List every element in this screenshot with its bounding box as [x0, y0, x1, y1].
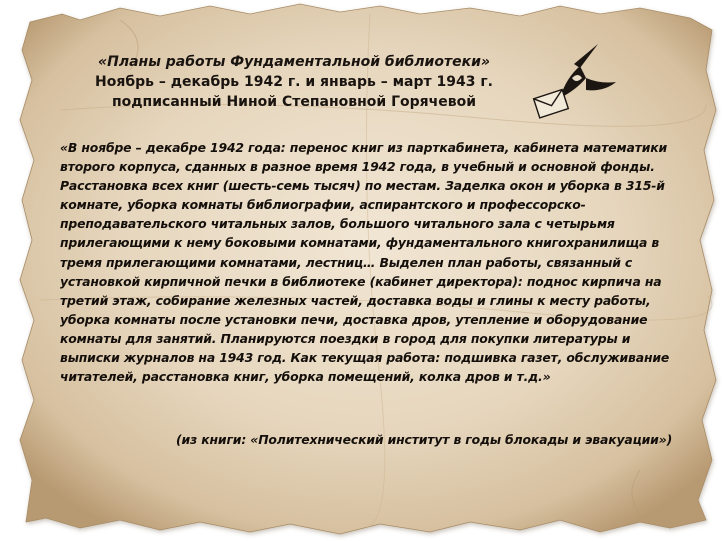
title-line-2: Ноябрь – декабрь 1942 г. и январь – март 1943 г.	[95, 74, 493, 90]
swallow-with-letter-illustration	[520, 38, 620, 128]
source-citation: (из книги: «Политехнический институт в годы блокады и эвакуации»)	[176, 432, 673, 447]
document-title	[74, 52, 514, 112]
title-line-1: «Планы работы Фундаментальной библиотеки»	[98, 54, 490, 70]
title-line-3: подписанный Ниной Степановной Горячевой	[111, 94, 477, 110]
quote-body: «В ноябре – декабре 1942 года: перенос книг из парткабинета, кабинета математики второго корпуса, сданных в разное время 1942 года, в учебный и основной фонды. Расстановка всех книг (шесть-семь тысяч) по местам. Заделка окон и уборка в 315-й комнате, уборка комнаты библиографии, аспирантского и профессорско-преподавательского читальных залов, большого читального зала с четырьмя прилегающими к нему боковыми комнатами, фундаментального книгохранилища в тремя прилегающими комнатами, лестниц… Выделен план работы, связанный с установкой кирпичной печки в библиотеке (кабинет директора): поднос кирпича на третий этаж, собирание железных частей, доставка воды и глины к месту работы, уборка комнаты после установки печи, доставка дров, утепление и оборудование комнаты для занятий. Планируются поездки в город для покупки литературы и выписки журналов на 1943 год. Как текущая работа: подшивка газет, обслуживание читателей, расстановка книг, уборка помещений, колка дров и т.д.»	[60, 140, 670, 385]
